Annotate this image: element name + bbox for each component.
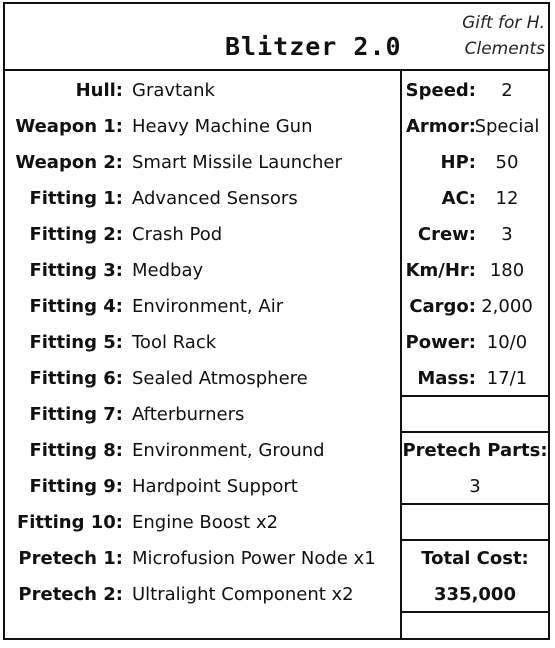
stat-label: Speed: — [405, 80, 476, 101]
component-value: Environment, Air — [132, 296, 284, 317]
component-row — [5, 469, 400, 505]
component-row — [5, 361, 400, 397]
total-cost-label: Total Cost: — [421, 548, 529, 569]
gift-line-1: Gift for H. — [462, 13, 545, 33]
vehicle-title: Blitzer 2.0 — [225, 32, 402, 61]
stat-row — [402, 73, 548, 109]
component-row — [5, 433, 400, 469]
stat-value: 180 — [489, 260, 525, 281]
component-value: Sealed Atmosphere — [132, 368, 308, 389]
component-value: Gravtank — [132, 80, 215, 101]
stat-value: 12 — [495, 188, 519, 209]
stat-row — [402, 145, 548, 181]
stat-row — [402, 325, 548, 361]
stat-row — [402, 361, 548, 397]
component-label: Fitting 7: — [29, 404, 123, 425]
gift-note — [425, 10, 545, 62]
component-value: Smart Missile Launcher — [132, 152, 342, 173]
stat-value: 50 — [495, 152, 519, 173]
components-column — [5, 71, 400, 638]
stat-value: 10/0 — [486, 332, 528, 353]
stat-label: Mass: — [417, 368, 476, 389]
component-label: Weapon 1: — [15, 116, 123, 137]
component-label: Fitting 2: — [29, 224, 123, 245]
total-cost-value: 335,000 — [434, 584, 516, 605]
pretech-parts-value: 3 — [469, 476, 481, 497]
component-row — [5, 217, 400, 253]
stat-label: AC: — [441, 188, 476, 209]
component-value: Medbay — [132, 260, 204, 281]
component-row — [5, 181, 400, 217]
component-row — [5, 541, 400, 577]
component-row — [5, 577, 400, 613]
stat-row — [402, 289, 548, 325]
component-row — [5, 109, 400, 145]
component-label: Fitting 6: — [29, 368, 123, 389]
stat-label: HP: — [440, 152, 476, 173]
component-row — [5, 289, 400, 325]
component-value: Tool Rack — [132, 332, 217, 353]
stats-column — [400, 71, 548, 638]
component-label: Hull: — [75, 80, 123, 101]
stat-row — [402, 217, 548, 253]
component-label: Pretech 2: — [18, 584, 123, 605]
component-label: Fitting 10: — [16, 512, 123, 533]
component-row — [5, 505, 400, 541]
component-label: Fitting 4: — [29, 296, 123, 317]
stat-label: Cargo: — [409, 296, 476, 317]
component-row — [5, 73, 400, 109]
component-label: Fitting 5: — [29, 332, 123, 353]
stat-value: 17/1 — [486, 368, 528, 389]
component-value: Environment, Ground — [132, 440, 325, 461]
component-row — [5, 253, 400, 289]
stat-label: Crew: — [417, 224, 476, 245]
component-value: Microfusion Power Node x1 — [132, 548, 376, 569]
stat-value: 3 — [501, 224, 513, 245]
component-value: Advanced Sensors — [132, 188, 298, 209]
stat-value: 2,000 — [481, 296, 533, 317]
stat-label: Power: — [405, 332, 476, 353]
component-label: Fitting 8: — [29, 440, 123, 461]
stats-divider — [402, 503, 548, 505]
component-value: Hardpoint Support — [132, 476, 298, 497]
stat-label: Armor: — [405, 116, 476, 137]
component-value: Heavy Machine Gun — [132, 116, 313, 137]
pretech-parts-label: Pretech Parts: — [402, 440, 548, 461]
stats-divider — [402, 611, 548, 613]
component-row — [5, 325, 400, 361]
vehicle-sheet — [3, 2, 550, 640]
component-label: Fitting 1: — [29, 188, 123, 209]
component-label: Fitting 9: — [29, 476, 123, 497]
component-label: Pretech 1: — [18, 548, 123, 569]
component-row — [5, 145, 400, 181]
component-value: Engine Boost x2 — [132, 512, 279, 533]
stat-value: Special — [474, 116, 540, 137]
stat-label: Km/Hr: — [405, 260, 476, 281]
component-row — [5, 397, 400, 433]
stat-row — [402, 181, 548, 217]
stat-value: 2 — [501, 80, 513, 101]
component-label: Fitting 3: — [29, 260, 123, 281]
component-value: Afterburners — [132, 404, 245, 425]
stats-divider — [402, 395, 548, 397]
component-value: Crash Pod — [132, 224, 223, 245]
component-label: Weapon 2: — [15, 152, 123, 173]
component-value: Ultralight Component x2 — [132, 584, 354, 605]
stat-row — [402, 253, 548, 289]
sheet-header — [5, 4, 548, 71]
gift-line-2: Clements — [464, 39, 545, 59]
stat-row — [402, 109, 548, 145]
